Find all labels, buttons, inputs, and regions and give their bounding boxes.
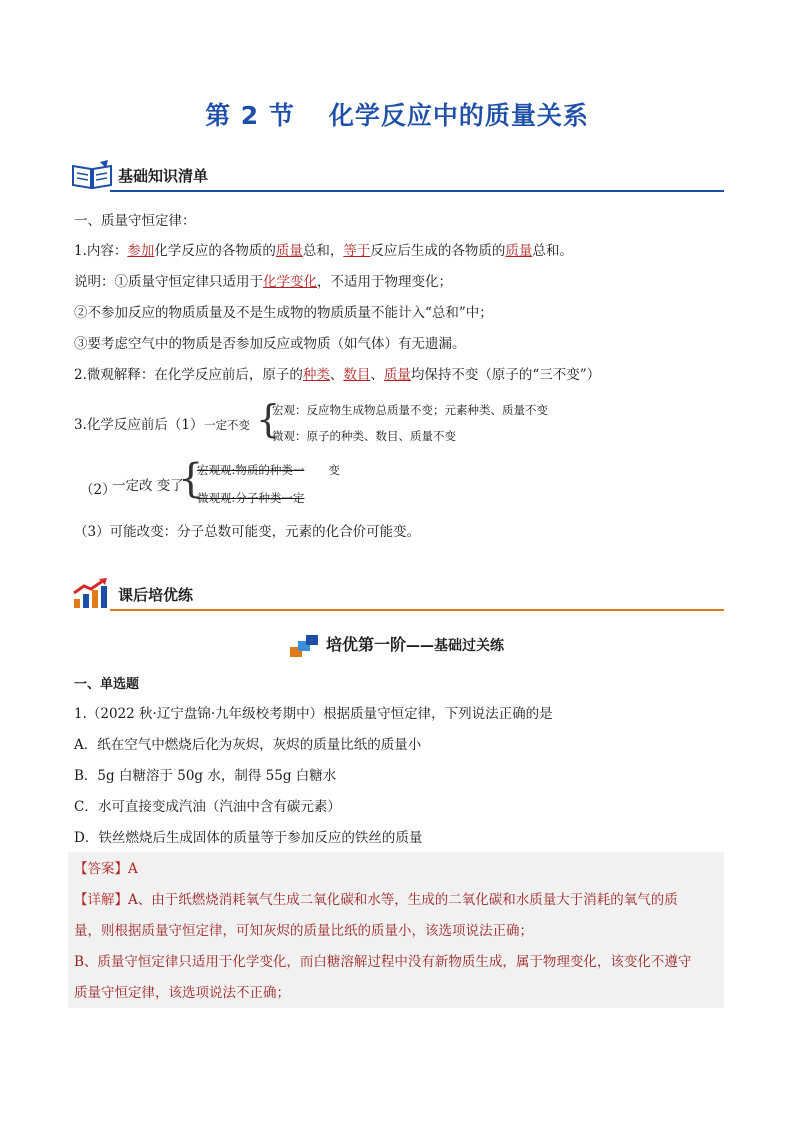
option-d: D．铁丝燃烧后生成固体的质量等于参加反应的铁丝的质量 bbox=[74, 830, 423, 846]
growth-chart-icon bbox=[72, 577, 110, 609]
section-rule bbox=[110, 609, 724, 611]
detail-line: 质量守恒定律，该选项说法不正确； bbox=[74, 985, 290, 1001]
section-number: 第 2 节 bbox=[205, 101, 295, 130]
brace-icon: { bbox=[256, 397, 281, 441]
tier-title: 培优第一阶——基础过关练 bbox=[0, 632, 794, 657]
option-b: B．5g 白糖溶于 50g 水，制得 55g 白糖水 bbox=[74, 768, 337, 784]
text-line: 宏观观:物质的种类一 变 bbox=[197, 463, 340, 477]
text-line: 1.内容：参加化学反应的各物质的质量总和，等于反应后生成的各物质的质量总和。 bbox=[74, 243, 573, 259]
option-a: A．纸在空气中燃烧后化为灰烬，灰烬的质量比纸的质量小 bbox=[74, 737, 422, 753]
text-line: 3.化学反应前后（1） bbox=[74, 417, 204, 433]
text-line: 微观：原子的种类、数目、质量不变 bbox=[272, 429, 456, 443]
stairs-icon bbox=[290, 635, 320, 657]
text-line: 一、质量守恒定律： bbox=[74, 213, 196, 229]
answer-line: 【答案】A bbox=[74, 861, 138, 877]
detail-line: 量，则根据质量守恒定律，可知灰烬的质量比纸的质量小，该选项说法正确； bbox=[74, 923, 533, 939]
text-line: 一定改 变了 bbox=[112, 478, 184, 494]
brace-icon: { bbox=[178, 456, 204, 502]
text-line: ②不参加反应的物质质量及不是生成物的物质质量不能计入“总和”中； bbox=[74, 305, 493, 321]
text-line: （3）可能改变：分子总数可能变，元素的化合价可能变。 bbox=[74, 524, 421, 540]
option-c: C．水可直接变成汽油（汽油中含有碳元素） bbox=[74, 799, 341, 815]
detail-line: B、质量守恒定律只适用于化学变化，而白糖溶解过程中没有新物质生成，属于物理变化，该变化不遵守 bbox=[74, 954, 692, 970]
section-label: 基础知识清单 bbox=[118, 167, 209, 185]
page-title bbox=[0, 96, 794, 132]
book-icon bbox=[70, 160, 114, 190]
text-line: ③要考虑空气中的物质是否参加反应或物质（如气体）有无遗漏。 bbox=[74, 336, 466, 352]
detail-line: 【详解】A、由于纸燃烧消耗氧气生成二氧化碳和水等，生成的二氧化碳和水质量大于消耗的氧气的质 bbox=[74, 892, 678, 908]
text-line: 宏观：反应物生成物总质量不变；元素种类、质量不变 bbox=[272, 403, 548, 417]
text-line: 微观观:分子种类一定 bbox=[197, 491, 305, 505]
text-line: （2） bbox=[80, 482, 116, 498]
section-title: 化学反应中的质量关系 bbox=[328, 101, 589, 130]
text-line: 2.微观解释：在化学反应前后，原子的种类、数目、质量均保持不变（原子的“三不变”） bbox=[74, 367, 601, 383]
section-label: 课后培优练 bbox=[118, 586, 194, 604]
section-header-practice bbox=[70, 577, 724, 611]
section-rule bbox=[110, 190, 724, 192]
question-stem: 1.（2022 秋·辽宁盘锦·九年级校考期中）根据质量守恒定律，下列说法正确的是 bbox=[74, 706, 553, 722]
text-line: 一定不变 bbox=[204, 418, 250, 432]
question-type: 一、单选题 bbox=[74, 677, 140, 692]
text-line: 说明：①质量守恒定律只适用于化学变化，不适用于物理变化； bbox=[74, 274, 452, 290]
section-header-knowledge bbox=[70, 158, 724, 192]
